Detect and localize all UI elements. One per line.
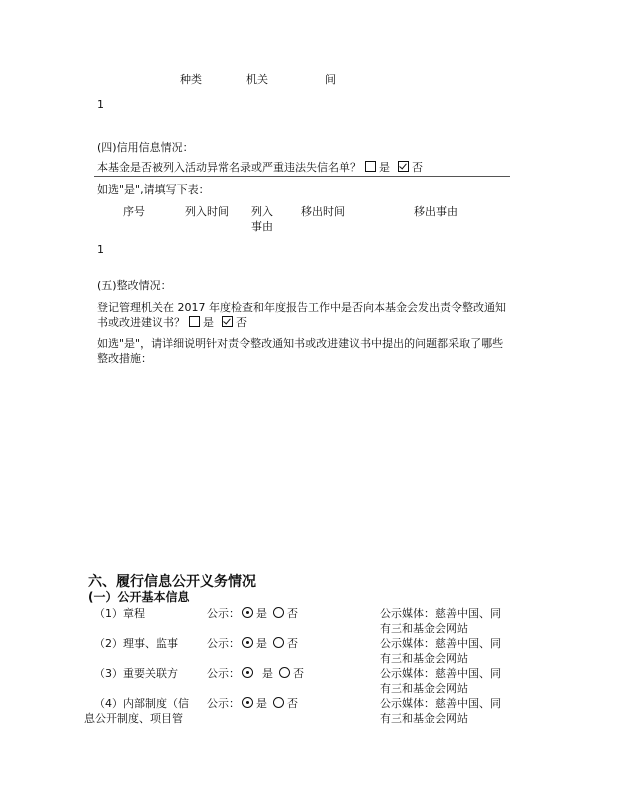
credit-section-title: (四)信用信息情况：: [97, 141, 194, 154]
credit-header-listed-reason-1: 列入: [251, 205, 273, 218]
credit-table-row-number: 1: [97, 243, 104, 256]
rectify-yes-checkbox[interactable]: [189, 316, 200, 327]
disclosure-row-label-2: 息公开制度、项目管: [84, 712, 183, 725]
disclosure-row-media-1: 公示媒体：慈善中国、同: [380, 667, 501, 680]
disclosure-row-media-2: 有三和基金会网站: [380, 652, 468, 665]
disclose-no-radio[interactable]: [273, 637, 284, 648]
disclosure-row-status: 公示： 是 否: [207, 667, 304, 680]
disclose-yes-radio[interactable]: [242, 667, 253, 678]
disclosure-row-label: （3）重要关联方: [94, 667, 178, 680]
credit-header-seq: 序号: [123, 205, 145, 218]
rectify-question-line2: [97, 315, 247, 330]
rectify-no-checkbox[interactable]: [222, 316, 233, 327]
credit-no-label: 否: [412, 161, 423, 174]
credit-header-removed-time: 移出时间: [301, 205, 345, 218]
credit-header-listed-reason-2: 事由: [251, 220, 273, 233]
disclose-yes-radio[interactable]: [242, 607, 253, 618]
top-table-header-time: 间: [325, 73, 336, 86]
credit-header-removed-reason: 移出事由: [414, 205, 458, 218]
disclosure-row-media-1: 公示媒体：慈善中国、同: [380, 637, 501, 650]
disclosure-row-media-2: 有三和基金会网站: [380, 622, 468, 635]
rectify-yes-label: 是: [203, 316, 214, 329]
disclosure-row-media-2: 有三和基金会网站: [380, 712, 468, 725]
section-six-subtitle: (一）公开基本信息: [88, 590, 190, 604]
disclosure-row-media-1: 公示媒体：慈善中国、同: [380, 697, 501, 710]
disclosure-row-label: （1）章程: [94, 607, 145, 620]
credit-header-listed-time: 列入时间: [185, 205, 229, 218]
disclose-no-radio[interactable]: [279, 667, 290, 678]
disclosure-row-label: （2）理事、监事: [94, 637, 178, 650]
rectify-no-label: 否: [236, 316, 247, 329]
section-six-title: 六、履行信息公开义务情况: [88, 574, 256, 590]
disclose-yes-radio[interactable]: [242, 697, 253, 708]
top-table-header-type: 种类: [180, 73, 202, 86]
credit-yes-checkbox[interactable]: [365, 161, 376, 172]
credit-question-text: 本基金是否被列入活动异常名录或严重违法失信名单？: [97, 161, 361, 174]
disclosure-row-media-1: 公示媒体：慈善中国、同: [380, 607, 501, 620]
top-table-header-authority: 机关: [246, 73, 268, 86]
top-table-row-number: 1: [97, 98, 104, 111]
credit-instruction: 如选"是",请填写下表：: [97, 183, 210, 196]
rectify-question-line1: 登记管理机关在 2017 年度检查和年度报告工作中是否向本基金会发出责令整改通知: [97, 301, 506, 314]
disclosure-row-status: 公示： 是 否: [207, 607, 298, 620]
credit-yes-label: 是: [379, 161, 390, 174]
rectify-section-title: (五)整改情况：: [97, 279, 172, 292]
rectify-instruction-line1: 如选"是"，请详细说明针对责令整改通知书或改进建议书中提出的问题都采取了哪些: [97, 337, 504, 350]
disclose-no-radio[interactable]: [273, 607, 284, 618]
disclosure-row-status: 公示： 是 否: [207, 637, 298, 650]
disclose-yes-radio[interactable]: [242, 637, 253, 648]
disclose-no-radio[interactable]: [273, 697, 284, 708]
credit-question-line: [97, 160, 423, 175]
disclosure-row-status: 公示： 是 否: [207, 697, 298, 710]
credit-divider: [94, 176, 510, 177]
disclosure-row-media-2: 有三和基金会网站: [380, 682, 468, 695]
disclosure-row-label: （4）内部制度（信: [94, 697, 189, 710]
rectify-instruction-line2: 整改措施：: [97, 352, 152, 365]
rectify-question-text: 书或改进建议书？: [97, 316, 185, 329]
credit-no-checkbox[interactable]: [398, 161, 409, 172]
